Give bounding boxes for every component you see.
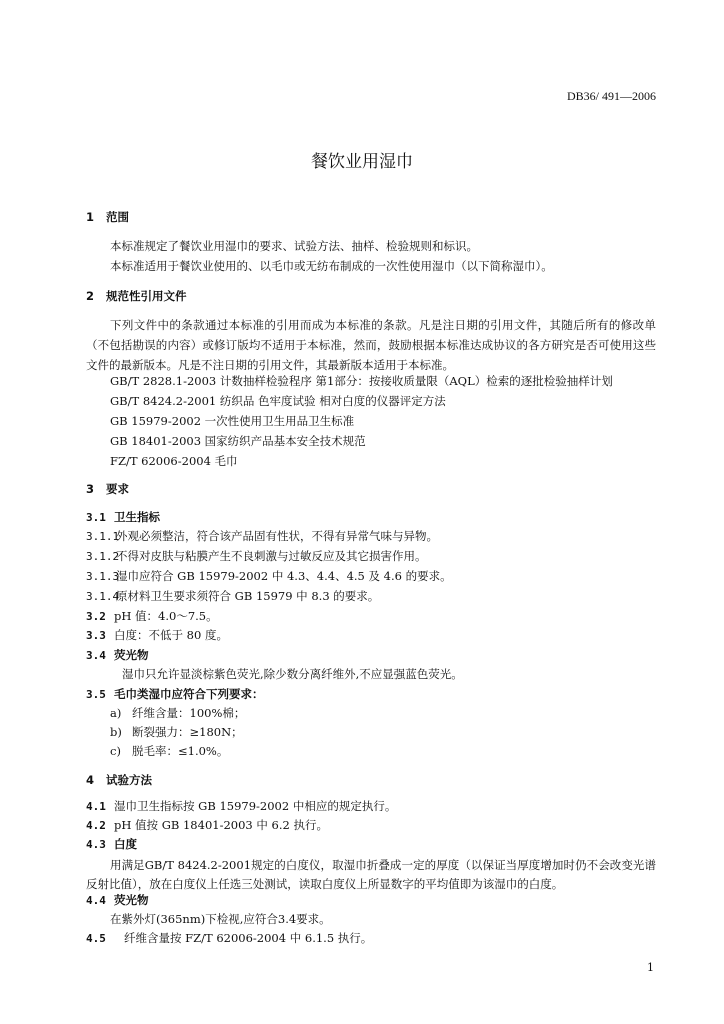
clause-number: 3.1.2 [86,550,120,563]
clause-3-5 [86,689,264,701]
clause-text: 原材料卫生要求须符合 GB 15979 中 8.3 的要求。 [116,589,380,603]
page-title: 餐饮业用湿巾 [311,152,413,172]
document-id: DB36/ 491—2006 [566,89,656,103]
clause-number: 4.2 [86,819,106,832]
list-item-text: 纤维含量：100%棉； [132,706,246,720]
clause-4-3 [86,839,137,851]
clause-4-4-text: 在紫外灯(365nm)下检视,应符合3.4要求。 [110,912,331,926]
clause-3-3 [86,630,228,642]
clause-text: 湿巾应符合 GB 15979-2002 中 4.3、4.4、4.5 及 4.6 的要求。 [116,569,452,583]
list-item-label: a) [110,706,122,720]
references-paragraph: 下列文件中的条款通过本标准的引用而成为本标准的条款。凡是注日期的引用文件，其随后所有的修改单（不包括勘误的内容）或修订版均不适用于本标准，然而，鼓励根据本标准达成协议的各方研究是否可使用这些文件的最新版本。凡是不注日期的引用文件，其最新版本适用于本标准。 [86,318,656,372]
list-item [110,708,245,720]
page-number: 1 [647,961,654,974]
clause-number: 3.1.1 [86,530,120,543]
scope-line-1: 本标准规定了餐饮业用湿巾的要求、试验方法、抽样、检验规则和标识。 [110,239,478,253]
section-title: 规范性引用文件 [106,289,187,303]
clause-number: 3.2 [86,610,106,623]
list-item-label: c) [110,744,121,758]
clause-3-1-1 [86,531,438,543]
clause-heading: 卫生指标 [114,510,160,524]
reference-item: GB 15979-2002 一次性使用卫生用品卫生标准 [110,414,355,428]
section-2-heading [86,291,187,303]
clause-text: 不得对皮肤与粘膜产生不良刺激与过敏反应及其它损害作用。 [116,549,427,563]
clause-number: 4.5 [86,932,106,945]
clause-number: 4.4 [86,894,106,907]
clause-number: 3.1.4 [86,590,120,603]
clause-number: 3.1.3 [86,570,120,583]
clause-4-4 [86,895,149,907]
clause-text: pH 值按 GB 18401-2003 中 6.2 执行。 [114,818,328,832]
clause-text: pH 值：4.0～7.5。 [114,609,218,623]
clause-heading: 荧光物 [114,648,149,662]
list-item-label: b) [110,725,122,739]
clause-number: 3.4 [86,649,106,662]
section-number: 1 [86,210,95,224]
section-number: 2 [86,289,95,303]
section-number: 3 [86,482,95,496]
clause-3-1-4 [86,591,379,603]
section-4-heading [86,775,152,787]
section-3-heading [86,484,129,496]
clause-3-4 [86,650,149,662]
clause-number: 4.1 [86,800,106,813]
section-title: 试验方法 [106,773,152,787]
clause-text: 湿巾卫生指标按 GB 15979-2002 中相应的规定执行。 [114,799,397,813]
section-number: 4 [86,773,95,787]
clause-3-1-3 [86,571,452,583]
reference-item: GB/T 2828.1-2003 计数抽样检验程序 第1部分：按接收质量限（AQL）检索的逐批检验抽样计划 [110,374,613,388]
clause-number: 4.3 [86,838,106,851]
clause-4-2 [86,820,328,832]
scope-line-2: 本标准适用于餐饮业使用的、以毛巾或无纺布制成的一次性使用湿巾（以下简称湿巾）。 [110,259,553,273]
section-title: 要求 [106,482,129,496]
clause-number: 3.5 [86,688,106,701]
clause-4-3-text: 用满足GB/T 8424.2-2001规定的白度仪，取湿巾折叠成一定的厚度（以保证当厚度增加时仍不会改变光谱反射比值），放在白度仪上任选三处测试，读取白度仪上所显数字的平均值即为该湿巾的白度。 [86,858,656,891]
list-item-text: 脱毛率：≤1.0%。 [132,744,229,758]
clause-3-1-2 [86,551,427,563]
clause-3-2 [86,611,218,623]
clause-heading: 毛巾类湿巾应符合下列要求： [114,687,264,701]
section-1-heading [86,212,129,224]
list-item [110,727,243,739]
reference-item: FZ/T 62006-2004 毛巾 [110,454,238,468]
clause-text: 白度：不低于 80 度。 [114,628,228,642]
reference-item: GB 18401-2003 国家纺织产品基本安全技术规范 [110,434,366,448]
clause-3-1 [86,512,160,524]
reference-item: GB/T 8424.2-2001 纺织品 色牢度试验 相对白度的仪器评定方法 [110,394,446,408]
clause-heading: 白度 [114,837,137,851]
clause-text: 外观必须整洁，符合该产品固有性状，不得有异常气味与异物。 [116,529,438,543]
clause-4-5 [86,933,372,945]
list-item [110,746,228,758]
clause-3-4-text: 湿巾只允许显淡棕紫色荧光,除少数分离纤维外,不应显强蓝色荧光。 [122,667,463,681]
clause-text: 纤维含量按 FZ/T 62006-2004 中 6.1.5 执行。 [124,931,373,945]
list-item-text: 断裂强力：≥180N； [132,725,243,739]
clause-number: 3.3 [86,629,106,642]
clause-4-1 [86,801,396,813]
clause-heading: 荧光物 [114,893,149,907]
clause-number: 3.1 [86,511,106,524]
section-title: 范围 [106,210,129,224]
